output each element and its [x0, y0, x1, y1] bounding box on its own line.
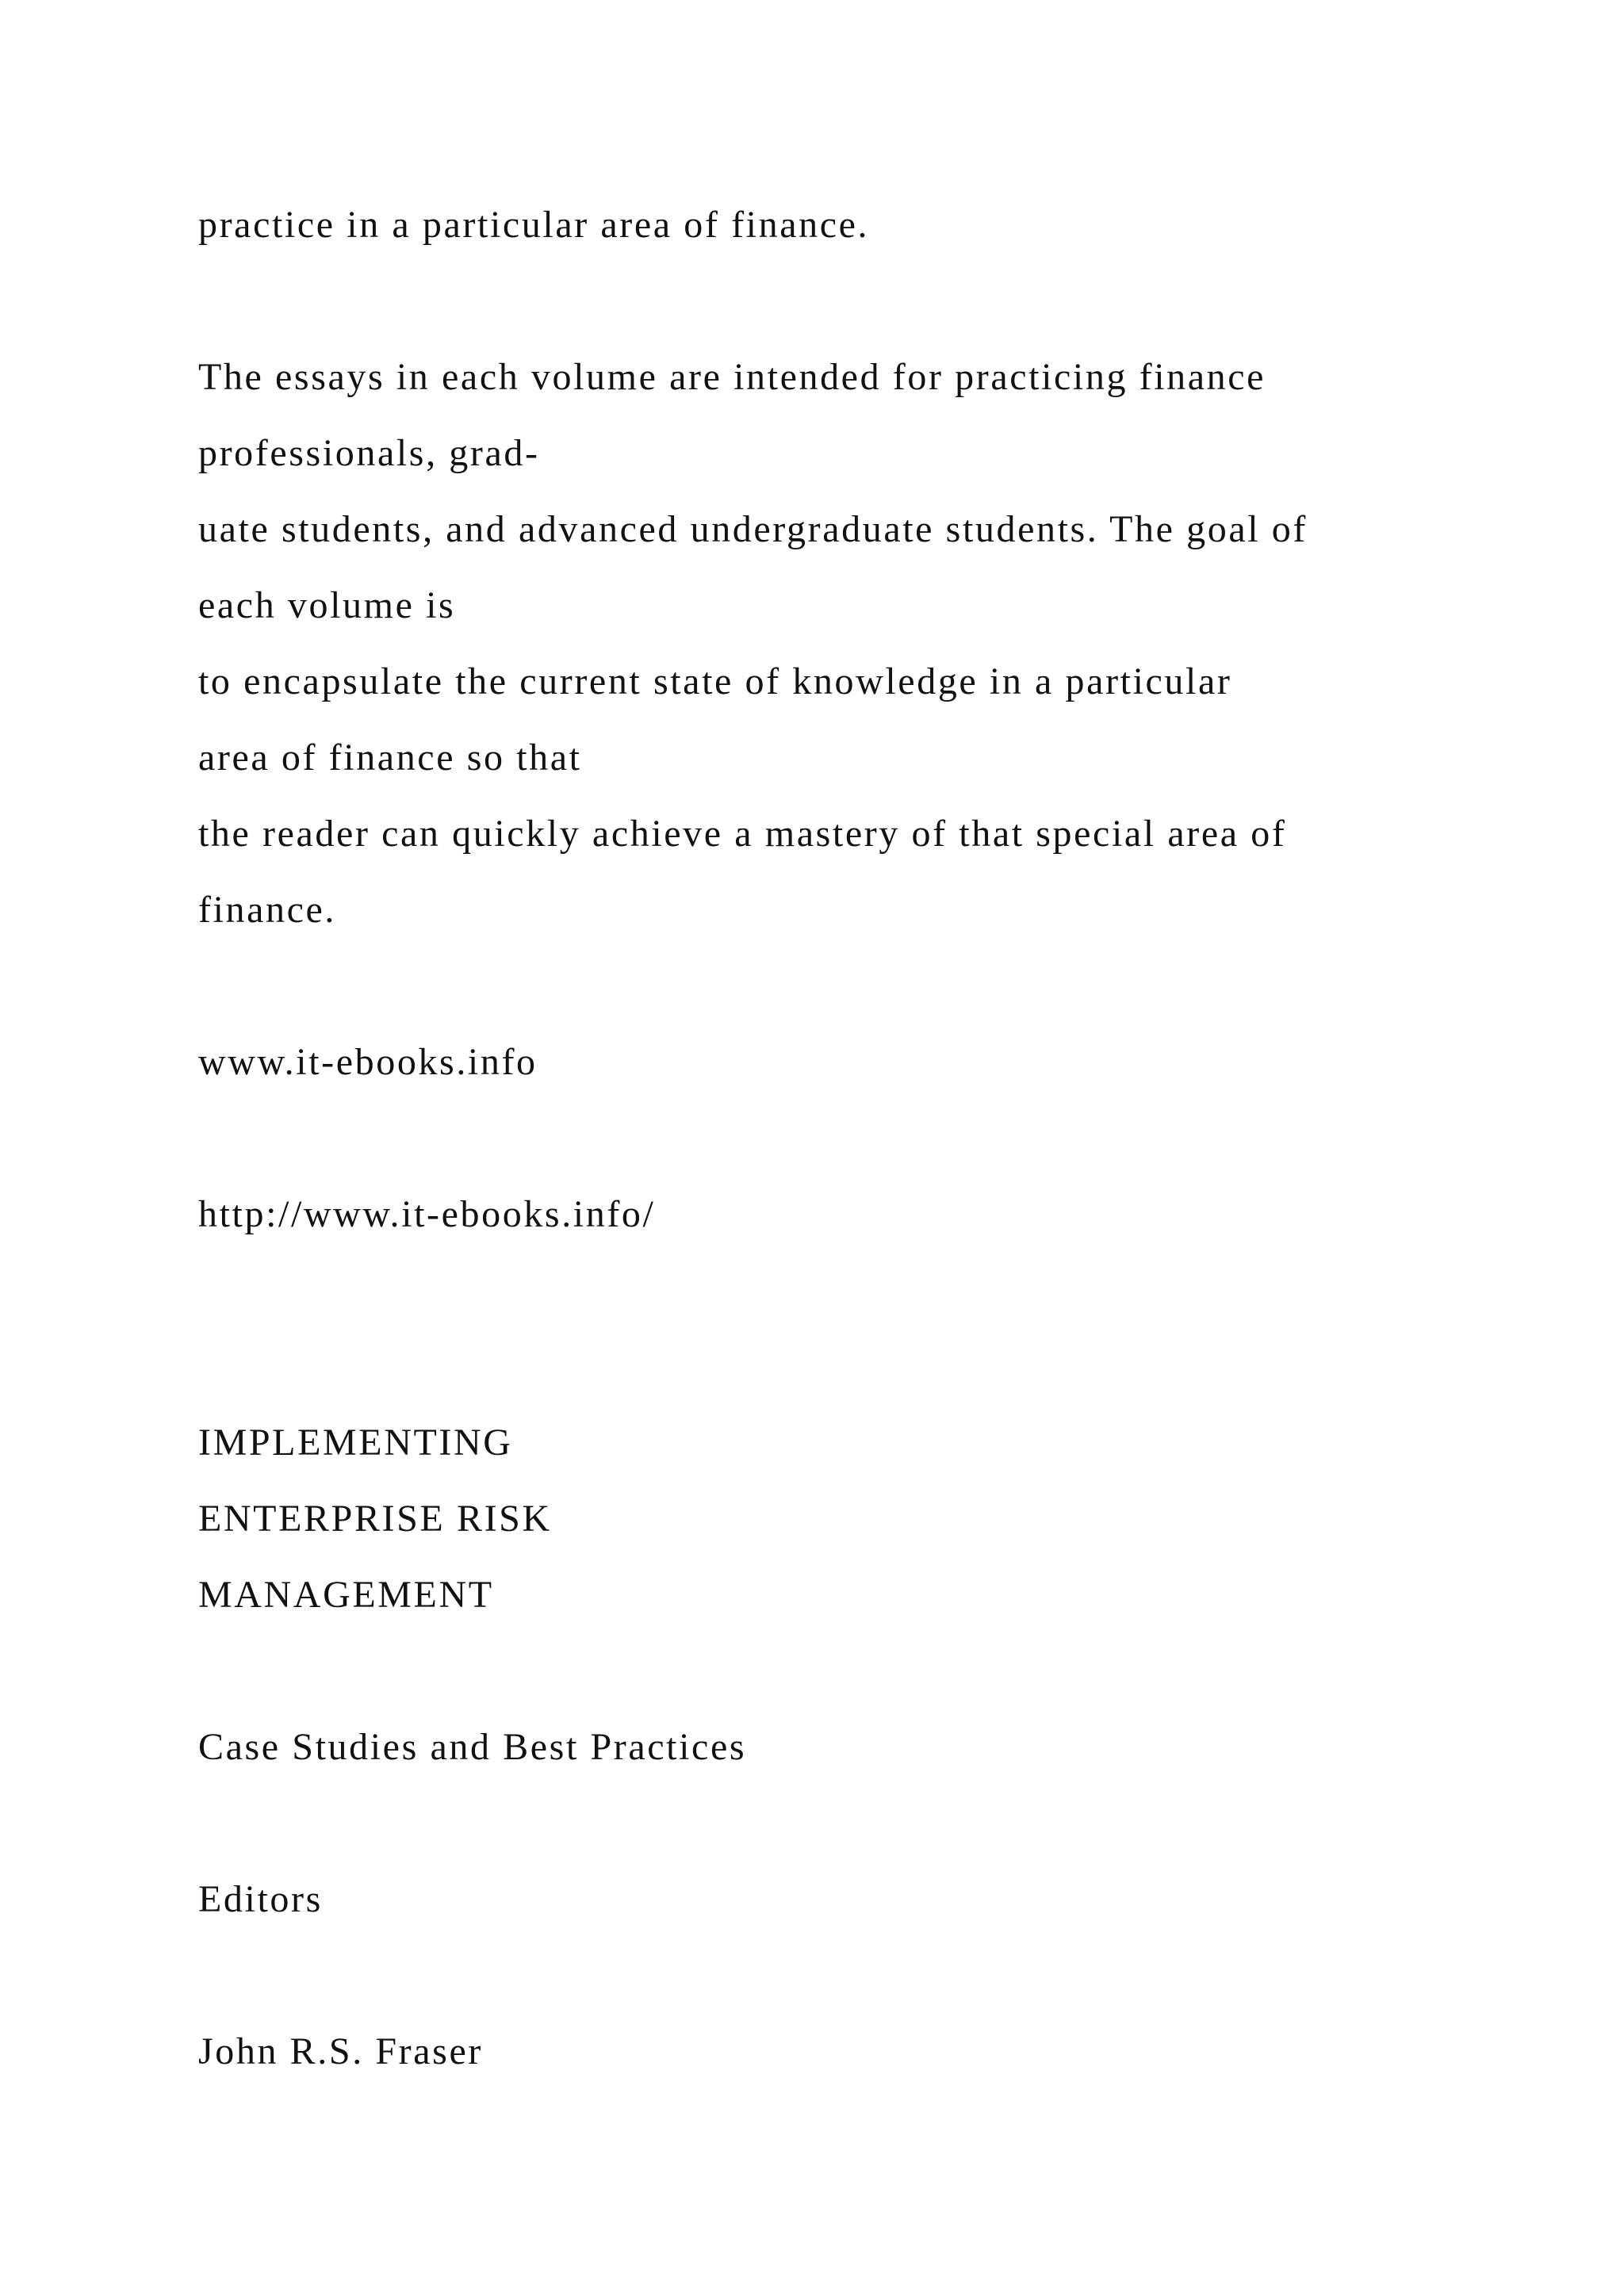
site-text-line: www.it-ebooks.info — [198, 1041, 538, 1083]
editor-name — [198, 2014, 1435, 2090]
text-line: finance. — [198, 889, 337, 931]
text-line: practice in a particular area of finance. — [198, 204, 870, 246]
paragraph-intro-end — [198, 187, 1435, 263]
text-line: each volume is — [198, 584, 456, 626]
site-url — [198, 1177, 1435, 1253]
editors-label — [198, 1862, 1435, 1938]
site-text — [198, 1024, 1435, 1100]
editor-name-line: John R.S. Fraser — [198, 2030, 483, 2072]
book-title-line: MANAGEMENT — [198, 1574, 494, 1616]
text-line: the reader can quickly achieve a mastery of that special area of — [198, 813, 1287, 855]
text-line: professionals, grad- — [198, 432, 540, 474]
book-title-line: ENTERPRISE RISK — [198, 1498, 552, 1540]
book-subtitle — [198, 1709, 1435, 1785]
book-title — [198, 1405, 1435, 1633]
subtitle-line: Case Studies and Best Practices — [198, 1726, 747, 1768]
text-line: area of finance so that — [198, 737, 582, 779]
editors-label-line: Editors — [198, 1878, 323, 1920]
text-line: uate students, and advanced undergraduate students. The goal of — [198, 508, 1308, 550]
book-title-line: IMPLEMENTING — [198, 1422, 513, 1464]
site-url-line: http://www.it-ebooks.info/ — [198, 1193, 656, 1235]
text-line: to encapsulate the current state of knowledge in a particular — [198, 660, 1232, 702]
paragraph-essays — [198, 339, 1435, 948]
text-line: The essays in each volume are intended for practicing finance — [198, 356, 1266, 398]
